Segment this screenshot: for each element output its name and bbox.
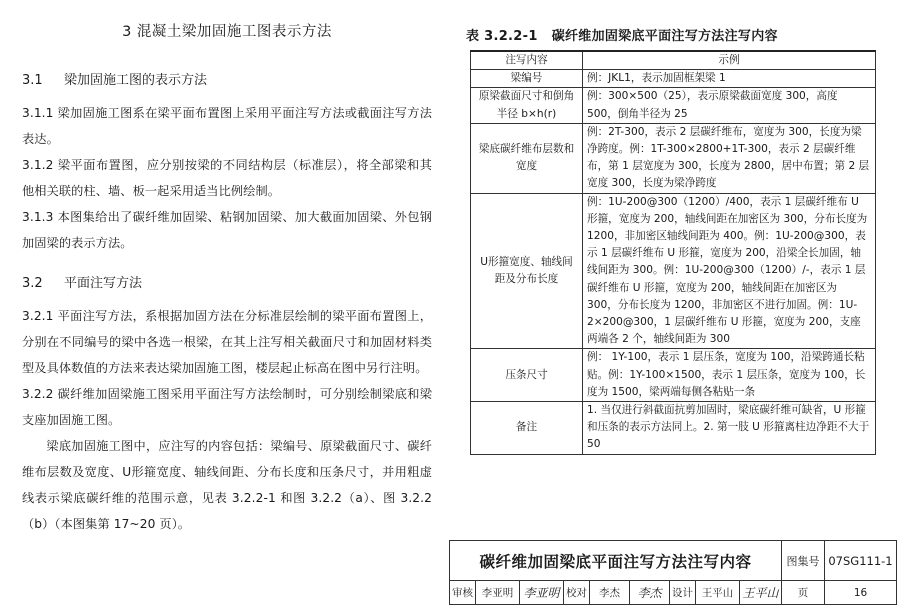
check-label: 校对 — [564, 581, 590, 604]
header-cell-example: 示例 — [583, 51, 876, 70]
table-row — [471, 123, 876, 193]
designer-signature: 王平山 — [740, 581, 782, 604]
row-label: 原梁截面尺寸和倒角半径 b×h(r) — [471, 88, 583, 123]
clause-3-2-2: 3.2.2 碳纤维加固梁施工图采用平面注写方法绘制时，可分别绘制梁底和梁支座加固施工图。 — [22, 387, 432, 427]
row-label: 梁底碳纤维布层数和宽度 — [471, 123, 583, 193]
chapter-title: 3 混凝土梁加固施工图表示方法 — [122, 24, 332, 40]
annotation-table — [470, 50, 876, 455]
row-example: 例：1U-200@300（1200）/400，表示 1 层碳纤维布 U 形箍，宽度为 200，轴线间距在加密区为 300，分布长度为 1200，非加密区轴线间距为 400。例：1U-200@300，表示 1 层碳纤维布 U 形箍，宽度为 200，沿梁全长加固，轴线间距为 300。例：1U-200@300（1200）/-，表示 1 层碳纤维布 U 形箍，宽度为 200，轴线间距在加密区为 300，分布长度为 1200，非加密区不进行加固。例：1U-2×200@300，1 层碳纤维布 U 形箍，宽度为 200，支座两端各 2 个，轴线间距为 300 — [583, 193, 876, 349]
table-row — [471, 349, 876, 402]
designer-name: 王平山 — [696, 581, 740, 604]
row-example: 例：300×500（25），表示原梁截面宽度 300，高度 500，倒角半径为 25 — [583, 88, 876, 123]
row-example: 1. 当仅进行斜截面抗剪加固时，梁底碳纤维可缺省，U 形箍和压条的表示方法同上。2. 第一肢 U 形箍离柱边净距不大于 50 — [583, 402, 876, 455]
page-label: 页 — [782, 581, 825, 604]
signature-row — [450, 581, 896, 604]
table-header-row — [471, 51, 876, 70]
row-label: 备注 — [471, 402, 583, 455]
table-caption — [466, 25, 886, 44]
section-title: 梁加固施工图的表示方法 — [64, 73, 208, 88]
left-text-column — [22, 20, 432, 537]
section-3-1-heading — [22, 69, 432, 88]
section-title: 平面注写方法 — [64, 276, 143, 291]
checker-signature: 李杰 — [630, 581, 670, 604]
design-label: 设计 — [670, 581, 696, 604]
reviewer-name: 李亚明 — [476, 581, 520, 604]
atlas-number: 07SG111-1 — [825, 541, 896, 581]
section-number: 3.1 — [22, 73, 43, 88]
section-3-2-heading — [22, 272, 432, 291]
table-row — [471, 70, 876, 88]
table-row — [471, 193, 876, 349]
reviewer-signature: 李亚明 — [520, 581, 564, 604]
section-number: 3.2 — [22, 276, 43, 291]
page-number: 16 — [853, 586, 868, 599]
table-row — [471, 88, 876, 123]
review-label: 审核 — [450, 581, 476, 604]
row-label: U形箍宽度、轴线间距及分布长度 — [471, 193, 583, 349]
header-cell-content: 注写内容 — [471, 51, 583, 70]
clause-3-1-1: 3.1.1 梁加固施工图系在梁平面布置图上采用平面注写方法或截面注写方法表达。 — [22, 106, 432, 146]
title-block — [449, 540, 897, 605]
atlas-number-label: 图集号 — [782, 541, 825, 581]
clause-3-2-2-continued: 梁底加固施工图中，应注写的内容包括：梁编号、原梁截面尺寸、碳纤维布层数及宽度、U形箍宽度、轴线间距、分布长度和压条尺寸，并用粗虚线表示梁底碳纤维的范围示意，见表 3.2.2-1 和图 3.2.2（a）、图 3.2.2（b）（本图集第 17~20 页）。 — [22, 439, 432, 531]
checker-name: 李杰 — [590, 581, 630, 604]
table-number: 表 3.2.2-1 — [466, 29, 538, 44]
table-row — [471, 402, 876, 455]
row-example: 例：JKL1，表示加固框架梁 1 — [583, 70, 876, 88]
row-example: 例： 1Y-100，表示 1 层压条，宽度为 100，沿梁跨通长粘贴。例：1Y-100×1500，表示 1 层压条，宽度为 100，长度为 1500，梁两端每侧各粘贴一条 — [583, 349, 876, 402]
drawing-title: 碳纤维加固梁底平面注写方法注写内容 — [450, 541, 782, 581]
clause-3-1-3: 3.1.3 本图集给出了碳纤维加固梁、粘钢加固梁、加大截面加固梁、外包钢加固梁的表示方法。 — [22, 210, 432, 250]
table-title: 碳纤维加固梁底平面注写方法注写内容 — [551, 29, 778, 44]
row-label: 梁编号 — [471, 70, 583, 88]
clause-3-2-1: 3.2.1 平面注写方法，系根据加固方法在分标准层绘制的梁平面布置图上，分别在不同编号的梁中各选一根梁，在其上注写相关截面尺寸和加固材料类型及具体数值的方法来表达梁加固施工图，楼层起止标高在图中另行注明。 — [22, 309, 432, 375]
row-example: 例：2T-300，表示 2 层碳纤维布，宽度为 300，长度为梁净跨度。例：1T-300×2800+1T-300，表示 2 层碳纤维布，第 1 层宽度为 300，长度为 2800，居中布置；第 2 层宽度 300，长度为梁净跨度 — [583, 123, 876, 193]
clause-3-1-2: 3.1.2 梁平面布置图，应分别按梁的不同结构层（标准层），将全部梁和其他相关联的柱、墙、板一起采用适当比例绘制。 — [22, 158, 432, 198]
row-label: 压条尺寸 — [471, 349, 583, 402]
